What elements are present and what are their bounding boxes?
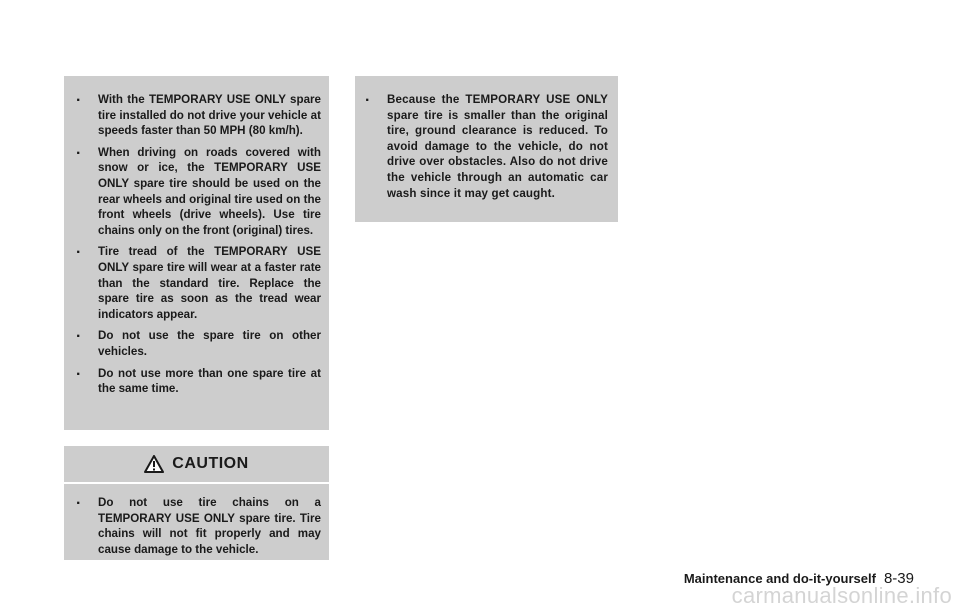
list-item: . Do not use more than one spare tire at the same time. [76, 366, 321, 397]
warning-list-left [76, 92, 321, 397]
caution-box [64, 484, 329, 560]
list-item: . When driving on roads covered with snow or ice, the TEMPORARY USE ONLY spare tire should be used on the rear wheels and original tire used on the front wheels (drive wheels). Use tire chains only on the front (original) tires. [76, 145, 321, 239]
footer-section-title: Maintenance and do-it-yourself [683, 571, 876, 586]
list-item: . Because the TEMPORARY USE ONLY spare tire is smaller than the original tire, ground clearance is reduced. To avoid damage to the vehicle, do not drive over obstacles. Also do not drive the vehicle through an automatic car wash since it may get caught. [365, 92, 608, 201]
list-item: . Tire tread of the TEMPORARY USE ONLY spare tire will wear at a faster rate than the standard tire. Replace the spare tire as soon as the tread wear indicators appear. [76, 244, 321, 322]
caution-list [76, 495, 321, 557]
warning-triangle-icon [144, 455, 164, 473]
list-item: . Do not use tire chains on a TEMPORARY USE ONLY spare tire. Tire chains will not fit properly and may cause damage to the vehicle. [76, 495, 321, 557]
list-item: . With the TEMPORARY USE ONLY spare tire installed do not drive your vehicle at speeds faster than 50 MPH (80 km/h). [76, 92, 321, 139]
warning-list-right [365, 92, 608, 201]
page-number: 8-39 [883, 570, 914, 587]
caution-title: CAUTION [172, 455, 249, 472]
warning-box-right [355, 76, 618, 222]
caution-header [64, 446, 329, 482]
warning-box-left [64, 76, 329, 430]
watermark: carmanualsonline.info [731, 583, 952, 608]
list-item: . Do not use the spare tire on other vehicles. [76, 328, 321, 359]
